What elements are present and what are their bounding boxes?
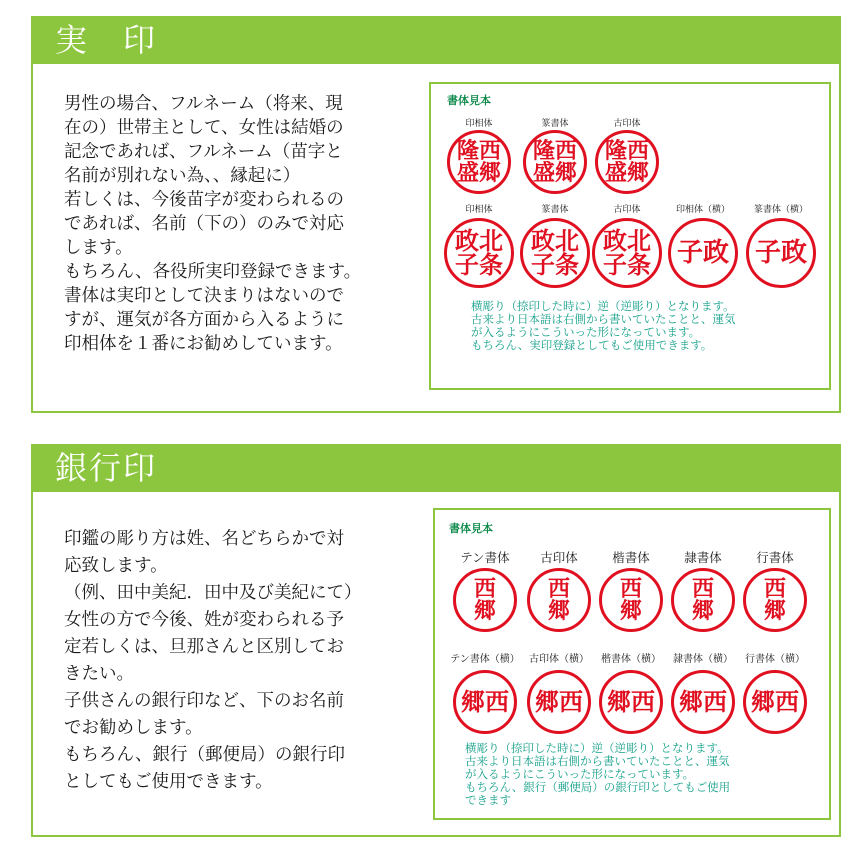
stamp-label: 行書体 xyxy=(756,550,794,565)
jitsuin-title: 実 印 xyxy=(31,16,841,64)
stamp-label: 篆書体 xyxy=(541,119,569,129)
ginkoin-section xyxy=(31,444,841,837)
jitsuin-sample-title: 書体見本 xyxy=(447,94,491,107)
ginkoin-note: 横彫り（捺印した時に）逆（逆彫り）となります。 古来より日本語は右側から書いていたことと、運気 が入るようにこういった形になっています。 もちろん、銀行（郵便局）の銀行印としてもご使用 できます xyxy=(465,741,731,807)
seal-stamp: 西 郷 xyxy=(671,568,735,632)
stamp-label: 楷書体 xyxy=(612,550,650,565)
jitsuin-sample-box xyxy=(429,82,831,390)
ginkoin-body xyxy=(31,492,841,837)
stamp-label: 印相体 xyxy=(465,119,493,129)
stamp-label: 隷書体（横） xyxy=(673,654,733,665)
seal-stamp: 西 郷 xyxy=(743,568,807,632)
stamp-label: 古印体（横） xyxy=(529,654,589,665)
seal-stamp: 郷西 xyxy=(527,670,591,734)
stamp-label: 篆書体 xyxy=(541,205,569,215)
seal-stamp: 政北 子条 xyxy=(444,218,514,288)
seal-stamp: 郷西 xyxy=(453,670,517,734)
stamp-label: 楷書体（横） xyxy=(601,654,661,665)
jitsuin-body xyxy=(31,64,841,413)
seal-stamp: 郷西 xyxy=(671,670,735,734)
seal-stamp: 西 郷 xyxy=(453,568,517,632)
ginkoin-description: 印鑑の彫り方は姓、名どちらかで対 応致します。 （例、田中美紀．田中及び美紀にて） 女性の方で今後、姓が変わられる予 定若しくは、旦那さんと区別してお きたい。 子供さんの銀行印など、下のお名前 でお勧めします。 もちろん、銀行（郵便局）の銀行印 としてもご使用できます。 xyxy=(64,529,362,792)
stamp-label: 古印体 xyxy=(540,550,578,565)
stamp-label: 篆書体（横） xyxy=(753,205,809,215)
ginkoin-sample-box xyxy=(433,508,831,820)
stamp-label: 印相体（横） xyxy=(675,205,731,215)
stamp-label: 隷書体 xyxy=(684,550,722,565)
ginkoin-sample-title: 書体見本 xyxy=(449,522,493,535)
stamp-label: 行書体（横） xyxy=(745,654,805,665)
seal-stamp: 政北 子条 xyxy=(520,218,590,288)
seal-stamp: 郷西 xyxy=(743,670,807,734)
seal-stamp: 子政 xyxy=(668,218,738,288)
jitsuin-note: 横彫り（捺印した時に）逆（逆彫り）となります。 古来より日本語は右側から書いていたことと、運気 が入るようにこういった形になっています。 もちろん、実印登録としてもご使用できます。 xyxy=(471,299,736,352)
seal-stamp: 隆西 盛郷 xyxy=(595,130,659,194)
stamp-label: テン書体（横） xyxy=(450,654,520,665)
stamp-label: 古印体 xyxy=(613,205,641,215)
jitsuin-description: 男性の場合、フルネーム（将来、現 在の）世帯主として、女性は結婚の 記念であれば、フルネーム（苗字と 名前が別れない為、、縁起に） 若しくは、今後苗字が変わられるの であれば、名前（下の）のみで対応 します。 もちろん、各役所実印登録できます。 書体は実印として決まりはないので すが、運気が各方面から入るように 印相体を１番にお勧めしています。 xyxy=(64,94,362,354)
seal-stamp: 政北 子条 xyxy=(592,218,662,288)
seal-stamp: 西 郷 xyxy=(527,568,591,632)
seal-stamp: 郷西 xyxy=(599,670,663,734)
stamp-label: テン書体 xyxy=(460,550,510,565)
seal-stamp: 隆西 盛郷 xyxy=(523,130,587,194)
stamp-label: 古印体 xyxy=(613,119,641,129)
stamp-label: 印相体 xyxy=(465,205,493,215)
seal-stamp: 西 郷 xyxy=(599,568,663,632)
seal-stamp: 隆西 盛郷 xyxy=(447,130,511,194)
jitsuin-section xyxy=(31,16,841,413)
seal-stamp: 子政 xyxy=(746,218,816,288)
ginkoin-title: 銀行印 xyxy=(31,444,841,492)
